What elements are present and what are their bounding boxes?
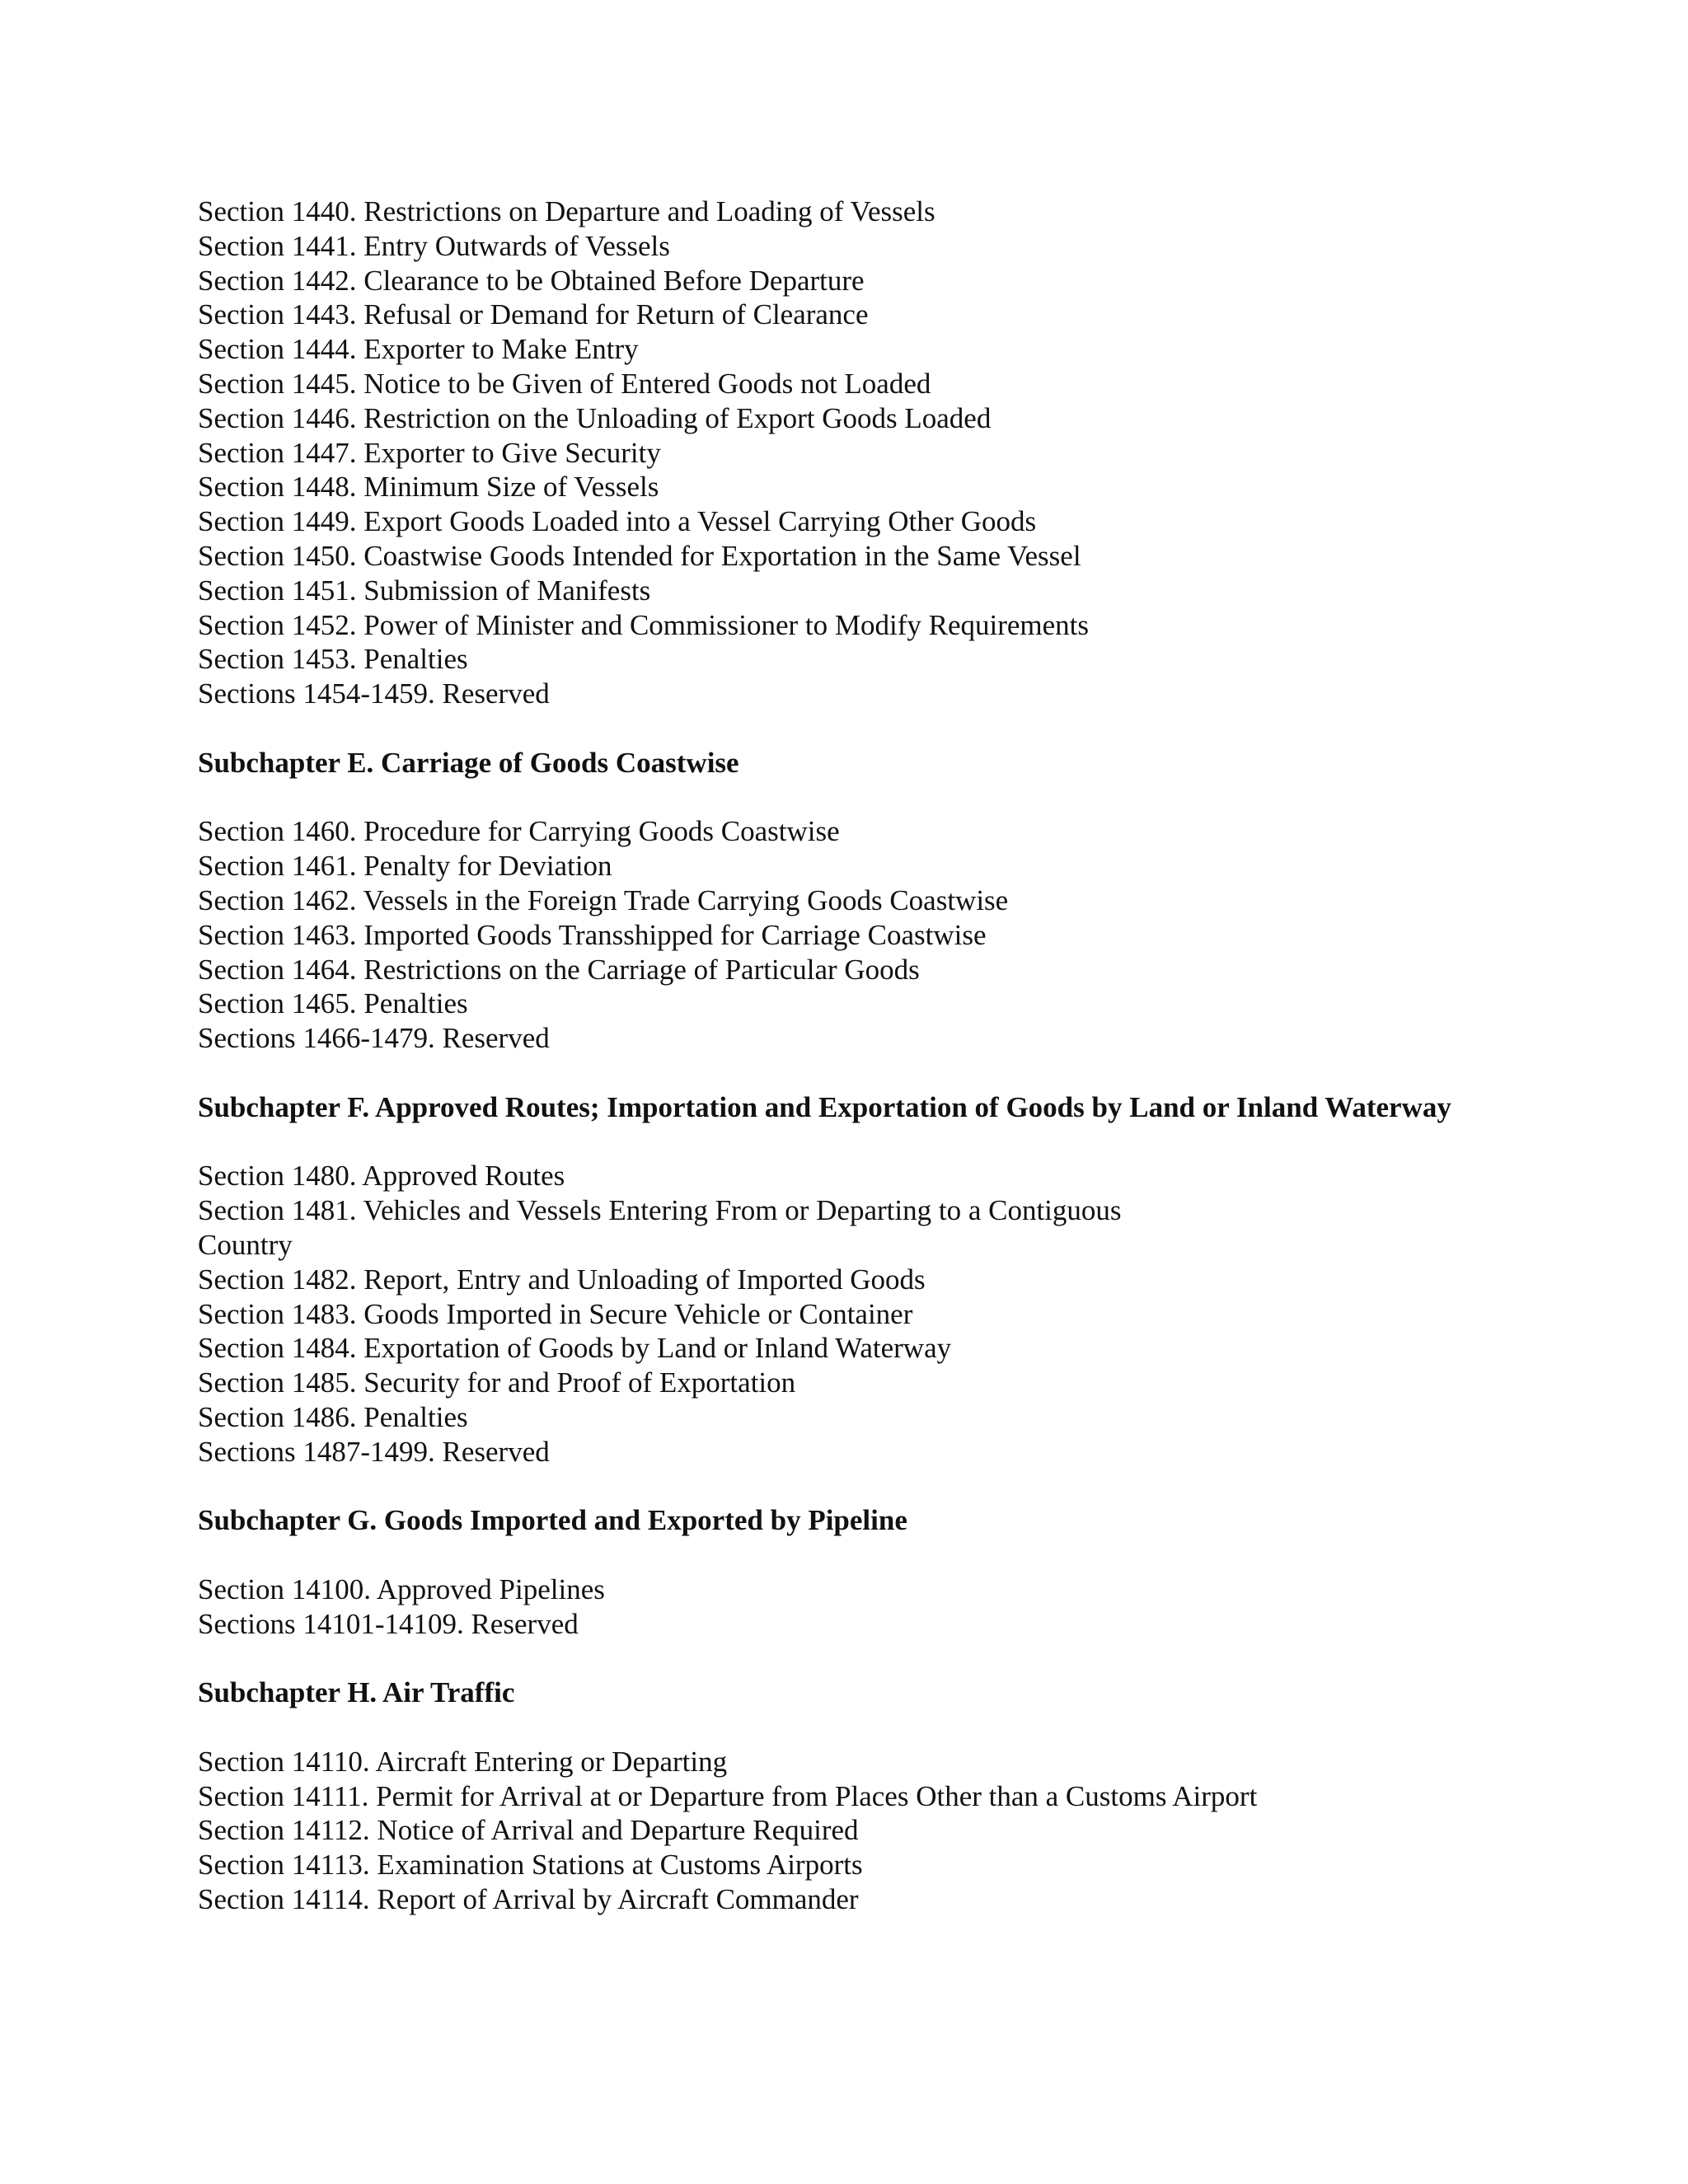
- section-entry: Section 14111. Permit for Arrival at or Departure from Places Other than a Customs Airport: [198, 1779, 1258, 1812]
- document-page: [198, 194, 1465, 1917]
- section-entry: Section 1442. Clearance to be Obtained Before Departure: [198, 264, 865, 297]
- section-entry: Sections 1466-1479. Reserved: [198, 1022, 550, 1055]
- section-entry: Section 1449. Export Goods Loaded into a Vessel Carrying Other Goods: [198, 505, 1037, 538]
- section-entry: Section 1460. Procedure for Carrying Goods Coastwise: [198, 815, 840, 848]
- section-entry: Sections 14101-14109. Reserved: [198, 1607, 579, 1640]
- section-entry: Section 1451. Submission of Manifests: [198, 574, 651, 607]
- section-entry: Section 1485. Security for and Proof of Exportation: [198, 1366, 796, 1399]
- spacer: [198, 780, 1465, 815]
- section-entry: Section 1484. Exportation of Goods by Land or Inland Waterway: [198, 1332, 952, 1365]
- section-entry: Section 1463. Imported Goods Transshipped for Carriage Coastwise: [198, 918, 987, 951]
- section-entry: Section 1486. Penalties: [198, 1400, 468, 1433]
- section-entry: Section 1440. Restrictions on Departure and Loading of Vessels: [198, 195, 935, 227]
- subchapter-h: [198, 1675, 1465, 1917]
- spacer: [198, 1056, 1465, 1090]
- subchapter-e: [198, 746, 1465, 1056]
- section-entry: Section 1441. Entry Outwards of Vessels: [198, 229, 670, 262]
- spacer: [198, 1641, 1465, 1675]
- section-list-intro: [198, 194, 1465, 711]
- section-entry: Section 1452. Power of Minister and Commissioner to Modify Requirements: [198, 608, 1090, 641]
- section-entry: Section 1461. Penalty for Deviation: [198, 850, 612, 883]
- subchapter-g: [198, 1503, 1465, 1641]
- section-entry: Section 14100. Approved Pipelines: [198, 1572, 605, 1605]
- section-entry: Section 1462. Vessels in the Foreign Trade Carrying Goods Coastwise: [198, 883, 1009, 916]
- section-entry: Sections 1487-1499. Reserved: [198, 1435, 550, 1468]
- section-entry: Section 1453. Penalties: [198, 643, 468, 676]
- section-entry: Section 14114. Report of Arrival by Aircraft Commander: [198, 1883, 859, 1916]
- section-entry: Section 14110. Aircraft Entering or Departing: [198, 1745, 728, 1778]
- section-entry: Section 1465. Penalties: [198, 987, 468, 1020]
- section-entry: Section 1446. Restriction on the Unloading of Export Goods Loaded: [198, 401, 992, 434]
- spacer: [198, 1469, 1465, 1503]
- spacer: [198, 711, 1465, 746]
- section-entry: Section 1480. Approved Routes: [198, 1160, 565, 1193]
- subchapter-heading: Subchapter E. Carriage of Goods Coastwise: [198, 746, 739, 779]
- subchapter-heading: Subchapter H. Air Traffic: [198, 1676, 515, 1709]
- spacer: [198, 1125, 1465, 1160]
- section-entry: Section 1481. Vehicles and Vessels Entering From or Departing to a Contiguous: [198, 1194, 1122, 1227]
- subchapter-heading: Subchapter G. Goods Imported and Exported by Pipeline: [198, 1504, 907, 1537]
- subchapter-heading: Subchapter F. Approved Routes; Importation and Exportation of Goods by Land or Inland Waterway: [198, 1090, 1451, 1123]
- spacer: [198, 1538, 1465, 1572]
- section-entry: Section 1443. Refusal or Demand for Return of Clearance: [198, 298, 869, 331]
- section-entry: Section 1464. Restrictions on the Carriage of Particular Goods: [198, 953, 920, 986]
- section-entry: Country: [198, 1228, 293, 1261]
- section-entry: Section 1448. Minimum Size of Vessels: [198, 471, 659, 504]
- section-entry: Section 1444. Exporter to Make Entry: [198, 333, 639, 366]
- section-entry: Section 14113. Examination Stations at Customs Airports: [198, 1849, 863, 1882]
- section-entry: Section 1450. Coastwise Goods Intended for Exportation in the Same Vessel: [198, 539, 1081, 572]
- section-entry: Section 1483. Goods Imported in Secure Vehicle or Container: [198, 1297, 913, 1330]
- subchapter-f: [198, 1090, 1465, 1469]
- section-entry: Section 14112. Notice of Arrival and Departure Required: [198, 1814, 859, 1847]
- section-entry: Section 1447. Exporter to Give Security: [198, 436, 661, 469]
- section-entry: Section 1445. Notice to be Given of Entered Goods not Loaded: [198, 367, 931, 400]
- section-entry: Section 1482. Report, Entry and Unloading of Imported Goods: [198, 1263, 926, 1296]
- spacer: [198, 1710, 1465, 1745]
- section-entry: Sections 1454-1459. Reserved: [198, 677, 550, 710]
